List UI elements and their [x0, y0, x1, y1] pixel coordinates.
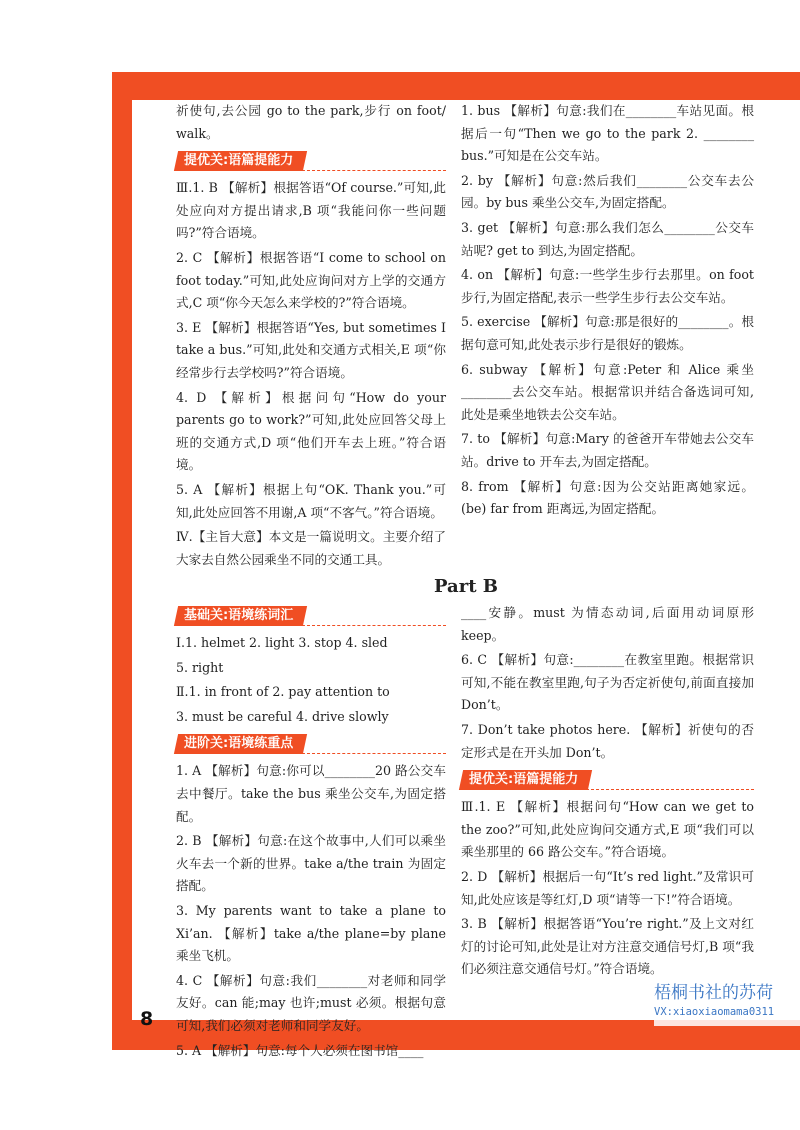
vocab-line: Ⅰ.1. helmet 2. light 3. stop 4. sled	[176, 635, 388, 650]
answer-item: 7. Don’t take photos here. 【解析】祈使句的否定形式是在开头加 Don’t。	[461, 721, 754, 760]
answer-item: 1. bus 【解析】句意:我们在________车站见面。根据后一句“Then we go to the park 2. ________ bus.”可知是在公交车站。	[461, 103, 754, 164]
watermark-sub: VX:xiaoxiaomama0311	[654, 1006, 775, 1018]
answer-item: 1. A 【解析】句意:你可以________20 路公交车去中餐厅。take the bus 乘坐公交车,为固定搭配。	[176, 763, 446, 824]
part-title: Part B	[434, 576, 498, 597]
answer-item: 5. A 【解析】根据上句“OK. Thank you.”可知,此处应回答不用谢,A 项“不客气。”符合语境。	[176, 481, 446, 520]
top-left-column	[176, 100, 446, 573]
answer-item: 3. E 【解析】根据答语“Yes, but sometimes I take a bus.”可知,此处和交通方式相关,E 项“你经常步行去学校吗?”符合语境。	[176, 319, 446, 380]
answer-item: 2. D 【解析】根据后一句“It’s red light.”及常识可知,此处应该是等红灯,D 项“请等一下!”符合语境。	[461, 868, 754, 907]
answer-item: 4. D 【解析】根据问句“How do your parents go to work?”可知,此处应回答父母上班的交通方式,D 项“他们开车去上班。”符合语境。	[176, 389, 446, 473]
answer-item: 3. B 【解析】根据答语“You’re right.”及上文对红灯的讨论可知,此处是让对方注意交通信号灯,B 项“我们必须注意交通信号灯。”符合语境。	[461, 916, 754, 977]
answer-item: 4. on 【解析】句意:一些学生步行去那里。on foot 步行,为固定搭配,表示一些学生步行去公交车站。	[461, 267, 754, 305]
section-banner-row	[176, 602, 446, 632]
answer-page	[132, 100, 800, 1058]
answer-item: 6. subway 【解析】句意:Peter 和 Alice 乘坐________去公交车站。根据常识并结合备选词可知,此处是乘坐地铁去公交车站。	[461, 361, 754, 422]
answer-item: Ⅲ.1. B 【解析】根据答语“Of course.”可知,此处应向对方提出请求,B 项“我能问你一些问题吗?”符合语境。	[176, 180, 446, 241]
answer-item: 6. C 【解析】句意:________在教室里跑。根据常识可知,不能在教室里跑,句子为否定祈使句,前面直接加 Don’t。	[461, 652, 754, 713]
answer-item: 7. to 【解析】句意:Mary 的爸爸开车带她去公交车站。drive to 开车去,为固定搭配。	[461, 431, 754, 469]
section-banner-row	[176, 147, 446, 177]
bottom-right-column	[461, 602, 754, 983]
main-idea: Ⅳ.【主旨大意】本文是一篇说明文。主要介绍了大家去自然公园乘坐不同的交通工具。	[176, 529, 446, 567]
answer-item: 2. B 【解析】句意:在这个故事中,人们可以乘坐火车去一个新的世界。take a/the train 为固定搭配。	[176, 833, 446, 894]
vocab-line: 5. right	[176, 659, 224, 675]
section-banner: 基础关:语境练词汇	[174, 606, 307, 626]
section-banner-row	[461, 766, 754, 796]
page-number: 8	[140, 1008, 154, 1030]
watermark	[654, 982, 800, 1026]
answer-item: 5. A 【解析】句意:每个人必须在图书馆____	[176, 1042, 424, 1058]
section-banner-row	[176, 730, 446, 760]
vocab-line: Ⅱ.1. in front of 2. pay attention to	[176, 684, 390, 700]
answer-item: Ⅲ.1. E 【解析】根据问句“How can we get to the zoo?”可知,此处应询问交通方式,E 项“我们可以乘坐那里的 66 路公交车。”符合语境。	[461, 799, 754, 860]
section-banner: 进阶关:语境练重点	[174, 734, 307, 754]
top-right-column	[461, 100, 754, 523]
answer-item: 2. C 【解析】根据答语“I come to school on foot today.”可知,此处应询问对方上学的交通方式,C 项“你今天怎么来学校的?”符合语境。	[176, 249, 446, 311]
answer-item: 8. from 【解析】句意:因为公交站距离她家远。(be) far from 距离远,为固定搭配。	[461, 478, 754, 517]
answer-item: 3. get 【解析】句意:那么我们怎么________公交车站呢? get to 到达,为固定搭配。	[461, 219, 754, 258]
answer-item: 2. by 【解析】句意:然后我们________公交车去公园。by bus 乘坐公交车,为固定搭配。	[461, 172, 754, 211]
answer-item: 4. C 【解析】句意:我们________对老师和同学友好。can 能;may 也许;must 必须。根据句意可知,我们必须对老师和同学友好。	[176, 972, 446, 1033]
watermark-title: 梧桐书社的苏荷	[654, 983, 773, 1003]
answer-item: 5. exercise 【解析】句意:那是很好的________。根据句意可知,此处表示步行是很好的锻炼。	[461, 314, 754, 352]
answer-item: 3. My parents want to take a plane to Xi’an. 【解析】take a/the plane=by plane 乘坐飞机。	[176, 902, 446, 964]
vocab-line: 3. must be careful 4. drive slowly	[176, 708, 389, 724]
bottom-left-column	[176, 602, 446, 1064]
intro-text: 祈使句,去公园 go to the park,步行 on foot/ walk。	[176, 103, 446, 141]
answer-item: ____安静。must 为情态动词,后面用动词原形 keep。	[461, 605, 754, 643]
section-banner: 提优关:语篇提能力	[174, 151, 307, 171]
section-banner: 提优关:语篇提能力	[459, 770, 592, 790]
